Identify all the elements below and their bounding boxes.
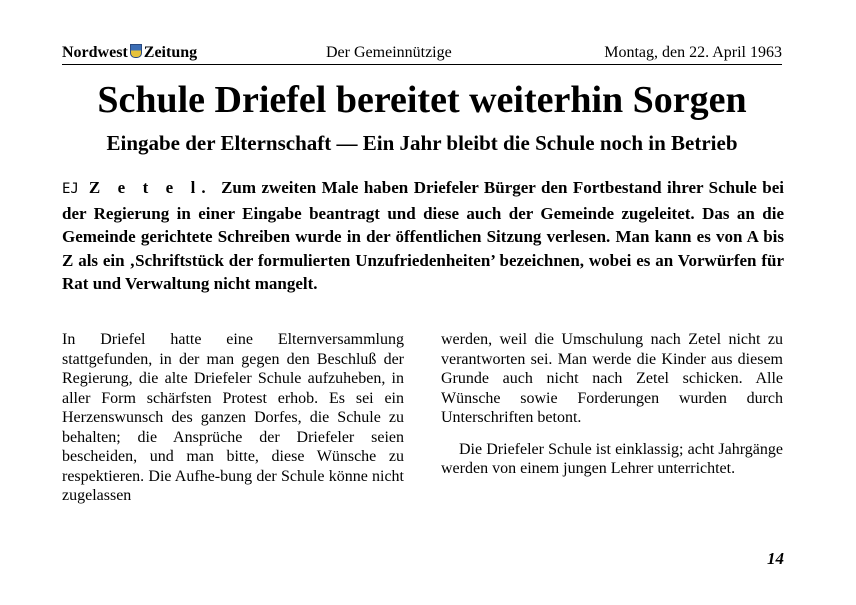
newspaper-name bbox=[62, 42, 197, 64]
author-mark: EJ bbox=[62, 181, 79, 197]
article-headline: Schule Driefel bereitet weiterhin Sorgen bbox=[97, 79, 747, 121]
body-paragraph: Die Driefeler Schule ist einklassig; acht Jahrgänge werden von einem jungen Lehrer unterrichtet. bbox=[441, 440, 783, 477]
body-paragraph: werden, weil die Umschulung nach Zetel nicht zu verantworten sei. Man werde die Kinder aus diesem Grunde auch nicht nach Zetel schicken. Alle Wünsche sowie Forderungen wurden durch Unterschriften betont. bbox=[441, 331, 783, 426]
article-lead bbox=[62, 176, 784, 296]
coat-of-arms-icon bbox=[130, 44, 142, 58]
newspaper-name-part1: Nordwest bbox=[62, 44, 128, 61]
page-number: 14 bbox=[767, 549, 784, 568]
masthead bbox=[62, 42, 782, 65]
body-paragraph: In Driefel hatte eine Elternversammlung stattgefunden, in der man gegen den Beschluß der Regierung, die alte Driefeler Schule aufzuheben, in aller Form schärfsten Protest erhob. Es sei ein Herzenswunsch des ganzen Dorfes, die Schule zu behalten; die Ansprüche der Driefeler seien bescheiden, und man bitte, diese Wünsche zu respektieren. Die Aufhe-bung der Schule könne nicht zugelassen bbox=[62, 331, 404, 504]
issue-date: Montag, den 22. April 1963 bbox=[604, 44, 782, 61]
newspaper-name-part2: Zeitung bbox=[143, 44, 198, 61]
section-name: Der Gemeinnützige bbox=[326, 44, 452, 61]
dateline: Z e t e l. bbox=[88, 178, 212, 197]
lead-text: Zum zweiten Male haben Driefeler Bürger den Fortbestand ihrer Schule bei der Regierung in einer Eingabe beantragt und diese auch der Gemeinde zugeleitet. Das an die Gemeinde gerichtete Schreiben wurde in der öffentlichen Sitzung verlesen. Man kann es von A bis Z als ein ‚Schriftstück der formulierten Unzufriedenheiten’ bezeichnen, wobei es an Vorwürfen für Rat und Verwaltung nicht mangelt. bbox=[62, 178, 784, 294]
article-column-left bbox=[62, 330, 404, 506]
article-subheadline: Eingabe der Elternschaft — Ein Jahr bleibt die Schule noch in Betrieb bbox=[106, 131, 738, 155]
article-column-right bbox=[441, 330, 783, 479]
